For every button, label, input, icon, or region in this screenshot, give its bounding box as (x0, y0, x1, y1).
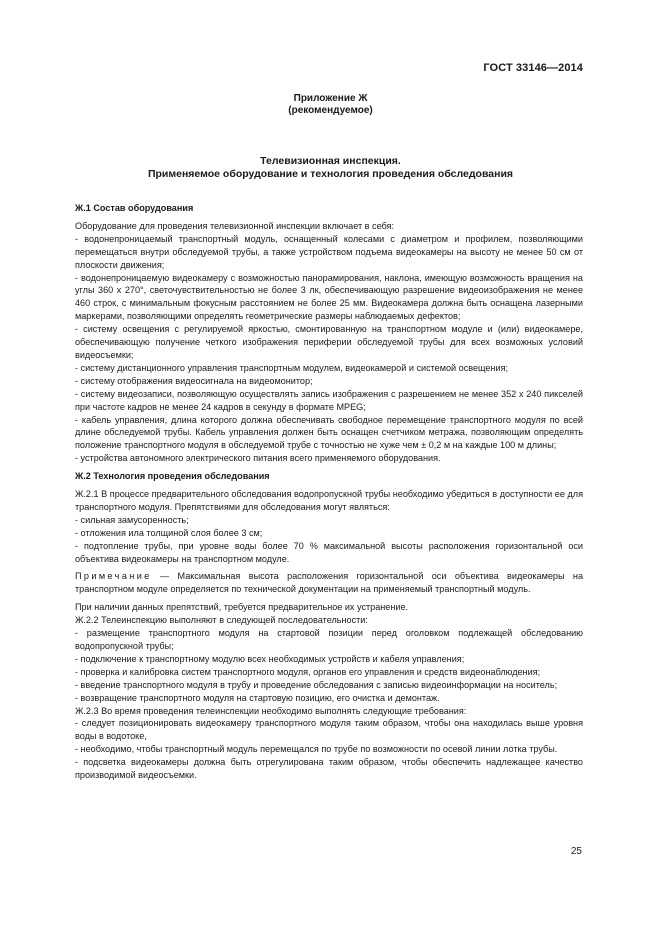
list-item: - систему освещения с регулируемой яркостью, смонтированную на транспортном модуле и (или) видеокамере, обеспечивающую получение четкого изображения периферии обследуемой трубы для всех возможных условий видеосъемки; (75, 324, 583, 360)
list-item: - возвращение транспортного модуля на стартовую позицию, его очистка и демонтаж. (75, 692, 440, 703)
title-line-2: Применяемое оборудование и технология проведения обследования (147, 168, 514, 180)
paragraph: При наличии данных препятствий, требуется предварительное их устранение. (75, 602, 409, 613)
paragraph: Ж.2.1 В процессе предварительного обследования водопропускной трубы необходимо убедиться в доступности ее для транспортного модуля. Препятствиями для обследования могут являться: (75, 489, 583, 512)
title-line-1: Телевизионная инспекция. (260, 155, 401, 167)
list-item: - подключение к транспортному модулю всех необходимых устройств и кабеля управления; (75, 653, 465, 664)
list-item: - сильная замусоренность; (75, 514, 189, 525)
list-item: - подсветка видеокамеры должна быть отрегулирована таким образом, чтобы обеспечить надлежащее качество производимой видеосъемки. (75, 757, 583, 781)
list-item: - водонепроницаемую видеокамеру с возможностью панорамирования, наклона, имеющую возможность вращения на углы 360 х 270°, светочувствительностью не более 3 лк, обеспечивающую разрешение видеоизображения не менее 460 строк, с минимальным фокусным расстоянием не более 25 мм. Видеокамера должна быть оснащена лазерными маркерами, позволяющими определять геометрические размеры наблюдаемых дефектов; (75, 272, 583, 322)
list-item: - систему видеозаписи, позволяющую осуществлять запись изображения с разрешением не менее 352 х 240 пикселей при частоте кадров не менее 24 кадров в секунду в формате MPEG; (75, 388, 583, 412)
paragraph: Ж.2.3 Во время проведения телеинспекции необходимо выполнять следующие требования: (75, 705, 467, 716)
list-item: - устройства автономного электрического питания всего применяемого оборудования. (75, 453, 441, 464)
page-number: 25 (570, 846, 582, 857)
list-item: - кабель управления, длина которого должна обеспечивать свободное перемещение транспортного модуля по всей длине обследуемой трубы. Кабель управления должен быть оснащен счетчиком метража, позволяющим определять положение транспортного модуля в обследуемой трубе с точностью не хуже чем ± 0,2 м на каждые 100 м длины; (75, 414, 583, 451)
list-item: - систему отображения видеосигнала на видеомонитор; (75, 375, 313, 386)
annex-label: Приложение Ж (293, 93, 368, 104)
note (75, 570, 583, 596)
section-heading-2: Ж.2 Технология проведения обследования (75, 471, 270, 482)
list-item: - систему дистанционного управления транспортным модулем, видеокамерой и системой освещения; (75, 362, 509, 373)
note-text: — Максимальная высота расположения горизонтальной оси объектива видеокамеры на транспортном модуле определяется по технической документации на применяемый транспортный модуль. (75, 571, 583, 595)
document-code: ГОСТ 33146—2014 (483, 62, 583, 74)
note-label: Примечание (75, 571, 152, 582)
list-item: - размещение транспортного модуля на стартовой позиции перед оголовком подлежащей обследованию водопропускной трубы; (75, 628, 583, 651)
list-item: - водонепроницаемый транспортный модуль, оснащенный колесами с диаметром и профилем, позволяющими перемещаться внутри обследуемой трубы, а также устройством подъема видеокамеры на высоту не менее 50 см от плоскости движения; (75, 233, 583, 270)
list-item: - проверка и калибровка систем транспортного модуля, органов его управления и средств видеонаблюдения; (75, 666, 541, 677)
list-item: - необходимо, чтобы транспортный модуль перемещался по трубе по возможности по осевой линии лотка трубы. (75, 744, 558, 755)
document-body (75, 202, 583, 782)
annex-status: (рекомендуемое) (288, 105, 373, 116)
list-item: - введение транспортного модуля в трубу и проведение обследования с записью видеоинформации на носитель; (75, 679, 558, 690)
paragraph: Ж.2.2 Телеинспекцию выполняют в следующей последовательности: (75, 615, 368, 626)
list-item: - отложения ила толщиной слоя более 3 см; (75, 527, 263, 538)
list-item: - следует позиционировать видеокамеру транспортного модуля таким образом, чтобы она находилась выше уровня воды в водотоке, (75, 718, 583, 742)
list-item: - подтопление трубы, при уровне воды более 70 % максимальной высоты расположения горизонтальной оси объектива видеокамеры на транспортном модуле. (75, 540, 583, 564)
annex-title (0, 155, 661, 181)
annex-heading (0, 93, 661, 117)
paragraph: Оборудование для проведения телевизионной инспекции включает в себя: (75, 220, 394, 231)
section-heading-1: Ж.1 Состав оборудования (75, 203, 194, 213)
